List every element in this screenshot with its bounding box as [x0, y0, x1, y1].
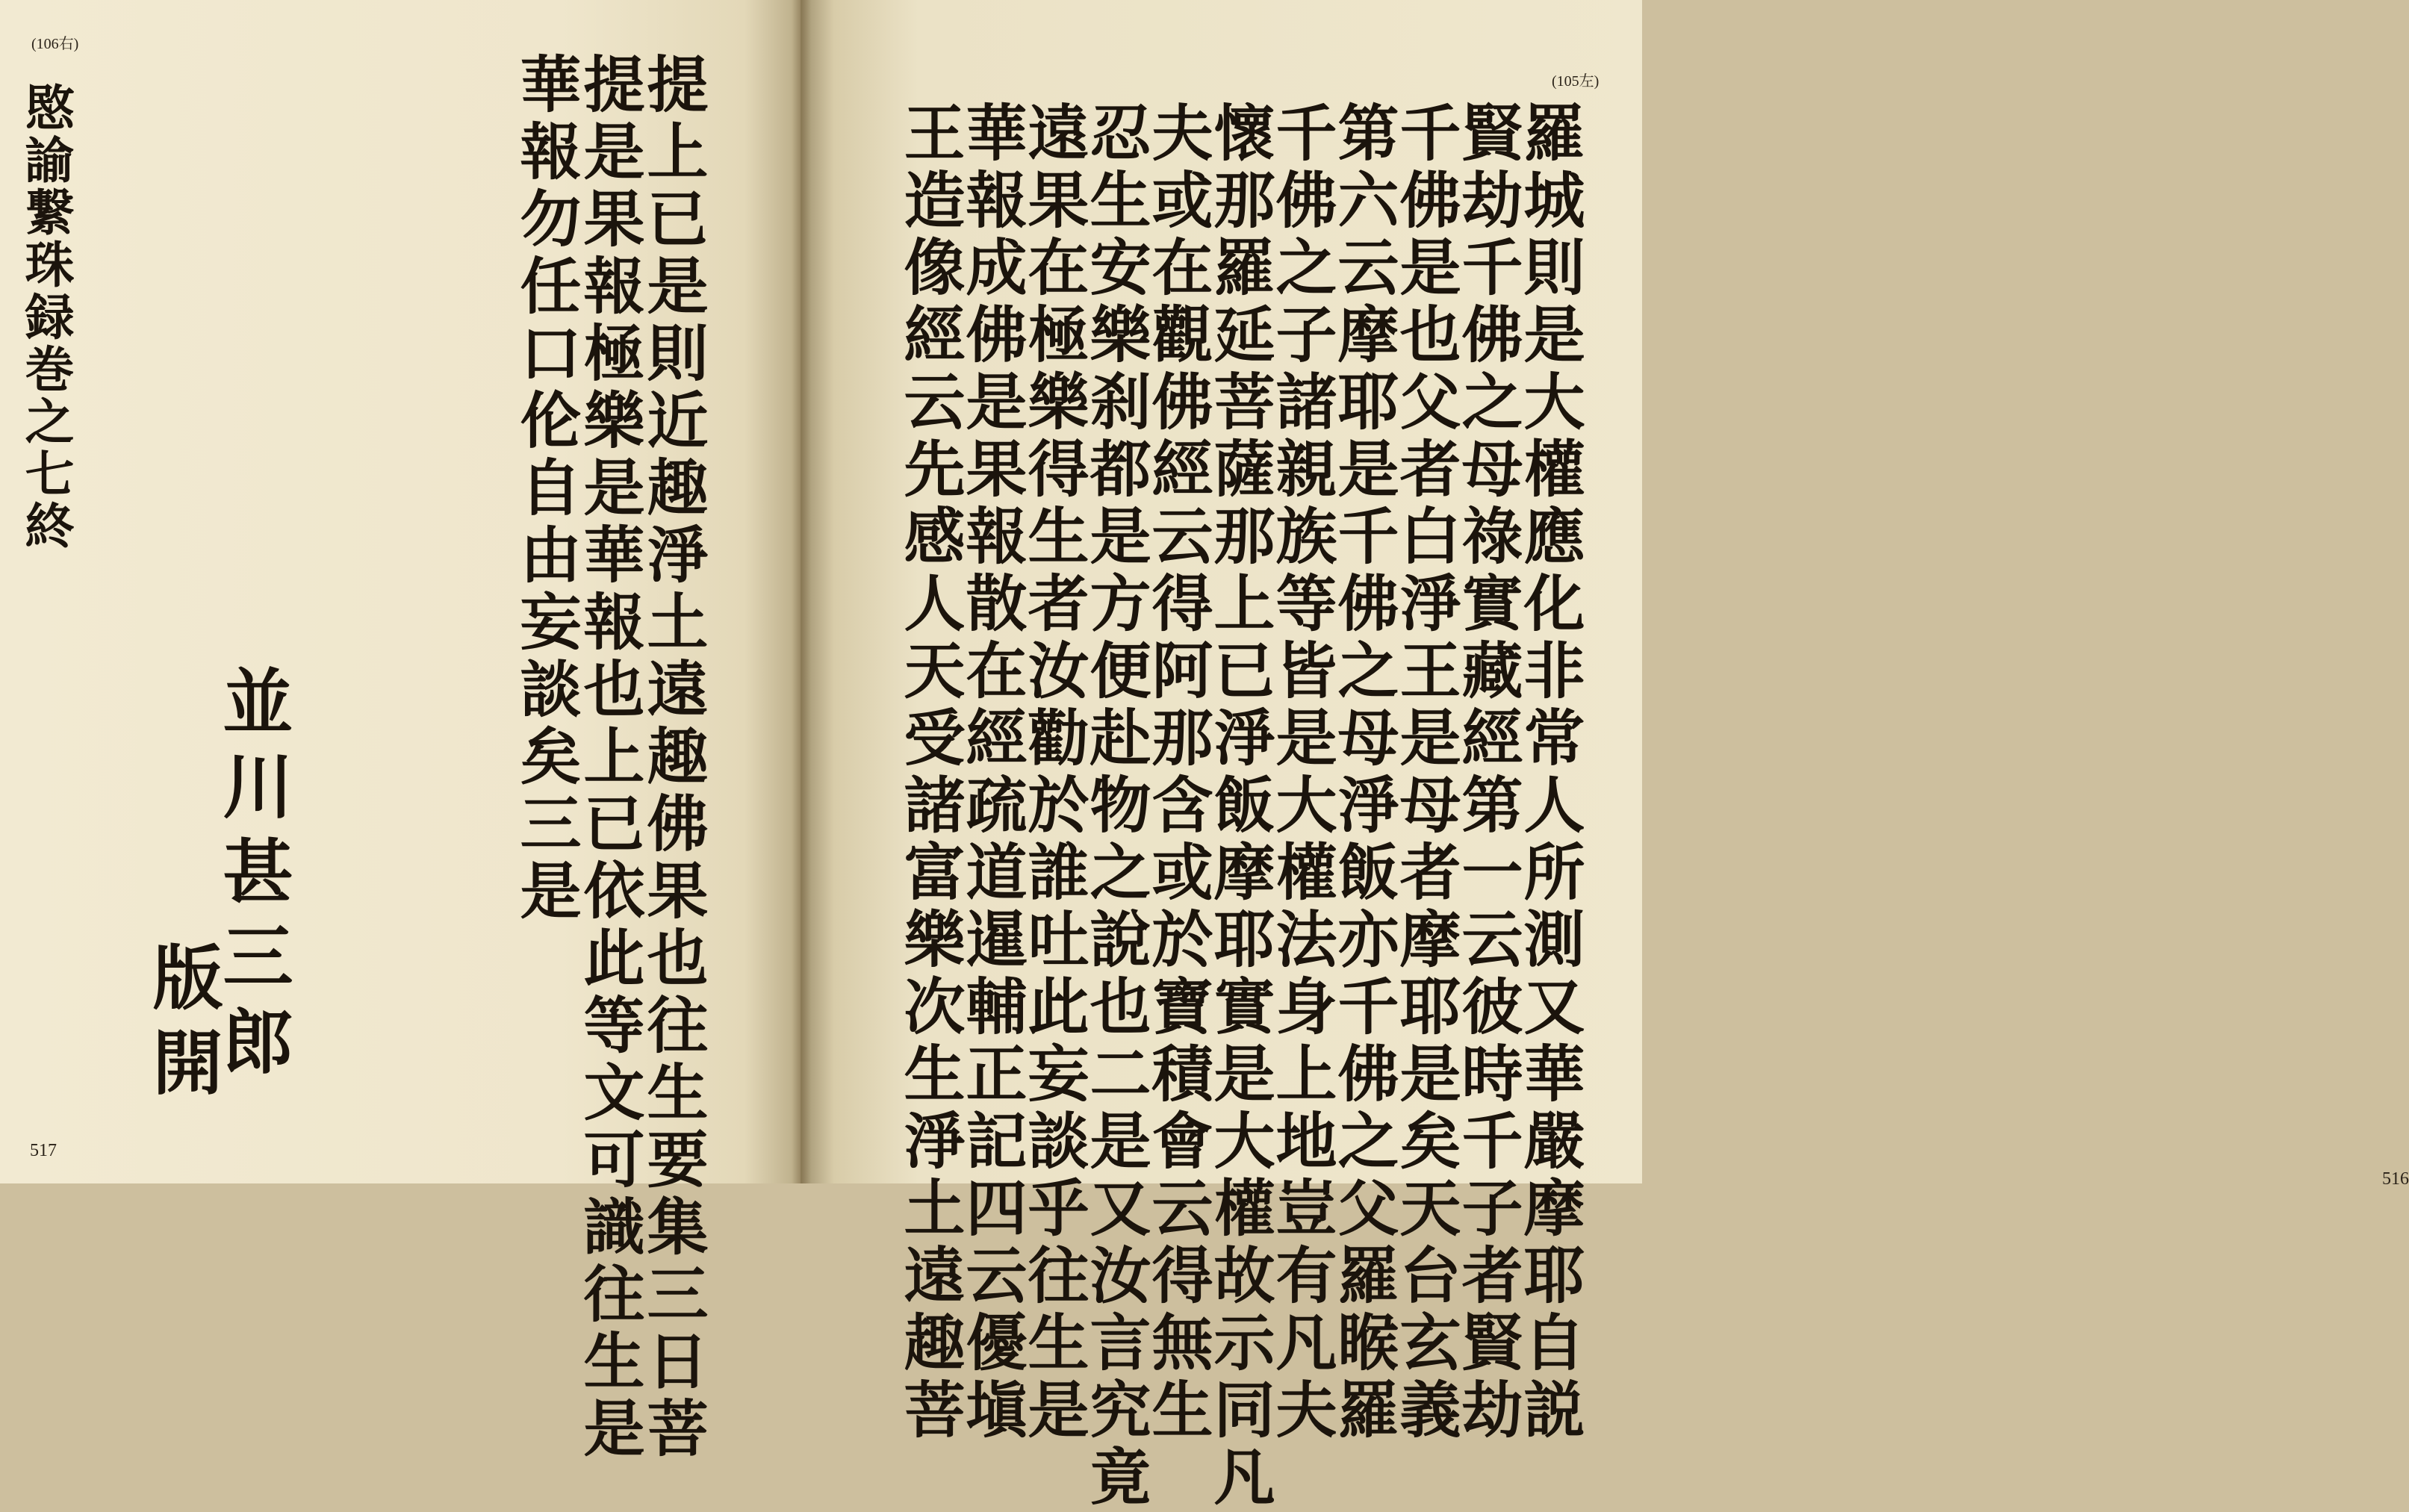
right-text-column-9: 遠果在極樂得生者汝勸於誰吐此妄談乎往生是 [1018, 101, 1090, 1445]
book-gutter [792, 0, 811, 1183]
book-title-colophon: 愍諭繋珠録巻之七終 [16, 82, 75, 553]
right-page-number: 516 [2382, 1169, 2409, 1189]
right-text-column-5: 千佛之子諸親族等皆是大權法身上地豈有凡夫 [1266, 101, 1337, 1445]
right-text-column-3: 千佛是也父者白淨王是母者摩耶是矣天台玄義 [1390, 101, 1461, 1445]
right-text-column-6: 懷那羅延菩薩那上已淨飯摩耶實是大權故示同凡 [1204, 101, 1275, 1512]
left-text-column-3: 華報勿任口伦自由妄談矣三是 [510, 52, 582, 926]
publisher-name: 並川甚三郎 [211, 665, 293, 1090]
right-text-column-11: 王造像經云先感人天受諸富樂次生淨土遠趣菩 [894, 101, 966, 1445]
left-page-number: 517 [30, 1141, 57, 1160]
right-margin-reference: (105左) [1552, 73, 1600, 90]
right-text-column-7: 夫或在觀佛經云得阿那含或於寶積會云得無生 [1142, 101, 1213, 1445]
left-text-column-1: 提上已是則近趣淨土遠趣佛果也往生要集三日菩 [637, 52, 709, 1463]
right-text-column-8: 忍生安樂刹都是方便赴物之說也二是又汝言究竟 [1080, 101, 1151, 1512]
right-page [801, 0, 2409, 1512]
publisher-note: 版開 [140, 941, 223, 1111]
right-text-column-1: 羅城則是大權應化非常人所測又華嚴摩耶自説 [1514, 101, 1585, 1445]
right-text-column-4: 第六云摩耶是千佛之母淨飯亦千佛之父羅睺羅 [1328, 101, 1399, 1445]
right-text-column-2: 賢劫千佛之母祿實藏經第一云彼時千子者賢劫 [1452, 101, 1523, 1445]
left-margin-reference: (106右) [31, 36, 79, 52]
right-text-column-10: 華報成佛是果報散在經疏道暹輔正記四云優塡 [956, 101, 1028, 1445]
left-text-column-2: 提是果報極樂是華報也上已依此等文可識往生是 [574, 52, 645, 1463]
left-page [0, 0, 801, 1463]
